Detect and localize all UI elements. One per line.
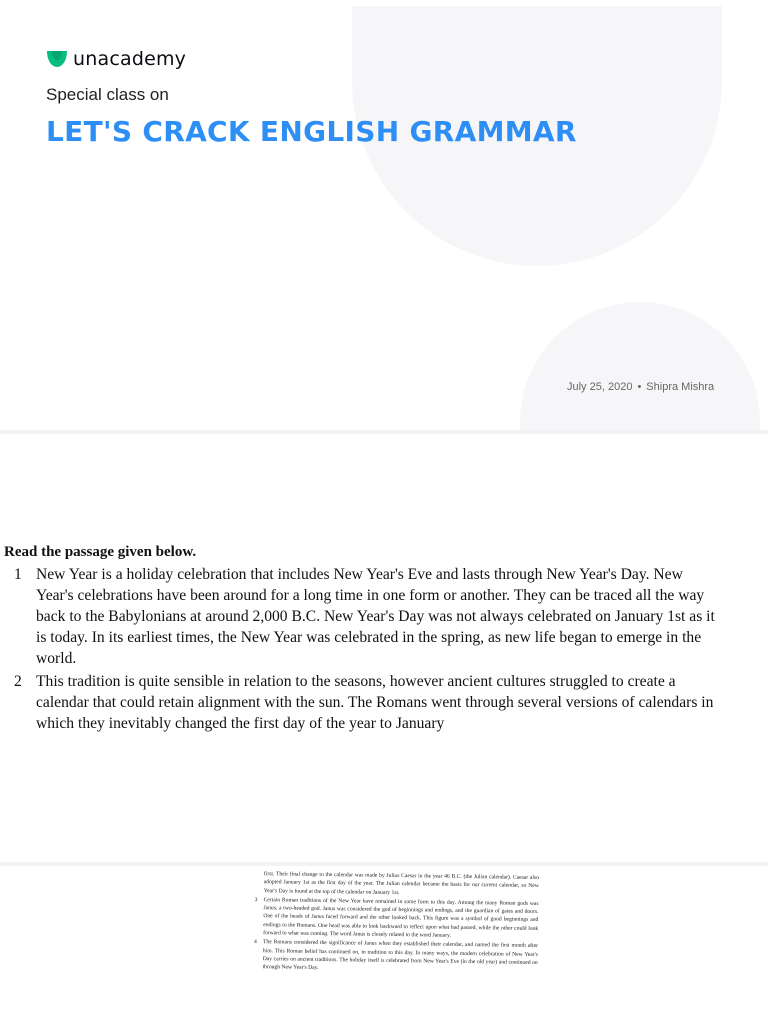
slide-author: Shipra Mishra	[646, 381, 715, 393]
paragraph-text: This tradition is quite sensible in relation to the seasons, however ancient cultures struggled to create a calendar that could retain alignment with the sun. The Romans went through several versions of calendars in which they inevitably changed the first day of the year to January	[36, 673, 714, 732]
paragraph	[253, 938, 538, 975]
title-slide	[0, 0, 768, 430]
slide-date: July 25, 2020	[567, 381, 633, 393]
paragraph	[4, 564, 716, 669]
slide-title: LET'S CRACK ENGLISH GRAMMAR	[46, 115, 577, 148]
scanned-page-slide	[0, 866, 768, 1024]
passage	[4, 544, 716, 736]
paragraph-text: The Romans considered the significance of Janus when they established their calendar, and named the first month after him. This Roman belief has continued on, in tradition to this day. In many ways, the modern celebration of New Year's Day carries on ancient traditions. The holiday itself is celebrated from New Year's Eve (in the old year) and continued on through New Year's Day.	[262, 939, 539, 972]
slide-meta	[567, 381, 714, 393]
logo-text: unacademy	[73, 48, 187, 70]
paragraph-number: 4	[253, 939, 257, 946]
unacademy-logo	[46, 48, 186, 70]
paragraph-number: 3	[254, 896, 258, 903]
unacademy-logo-icon	[46, 50, 68, 68]
passage-heading: Read the passage given below.	[4, 544, 197, 560]
paragraph	[4, 671, 716, 734]
paragraph-number: 2	[14, 673, 22, 690]
passage-slide	[0, 434, 768, 862]
paragraph-number: 1	[14, 566, 22, 583]
background-circle	[520, 302, 760, 430]
continued-text: first. Their final change to the calendar was made by Julius Caesar in the year 46 B.C. (the Julian calendar). Caesar also adopted January 1st as the first day of the year. The Julian calendar became the basis for our current calendar, so New Year's Day is found at the top of the calendar on January 1st.	[263, 871, 539, 896]
separator-dot: •	[637, 381, 642, 393]
paragraph	[253, 896, 539, 941]
paragraph-text: New Year is a holiday celebration that includes New Year's Eve and lasts through New Year's Day. New Year's celebrations have been around for a long time in one form or another. They can be traced all the way back to the Babylonians at around 2,000 B.C. New Year's Day was not always celebrated on January 1st as it is today. In its earliest times, the New Year was celebrated in the spring, as new life began to emerge in the world.	[36, 566, 715, 667]
paragraph-text: Certain Roman traditions of the New Year have remained in some form to this day. Among the many Roman gods was Janus, a two-headed god. Janus was considered the god of beginnings and endings, and the guardian of gates and doors. One of the heads of Janus faced forward and the other looked back. This figure was a symbol of good beginnings and endings to the Romans. One head was able to look backward to reflect upon what had passed, while the other could look forward to what was coming. The word Janus is closely related to the word January.	[263, 897, 539, 939]
slide-subtitle: Special class on	[46, 85, 169, 104]
scanned-text	[253, 870, 539, 977]
